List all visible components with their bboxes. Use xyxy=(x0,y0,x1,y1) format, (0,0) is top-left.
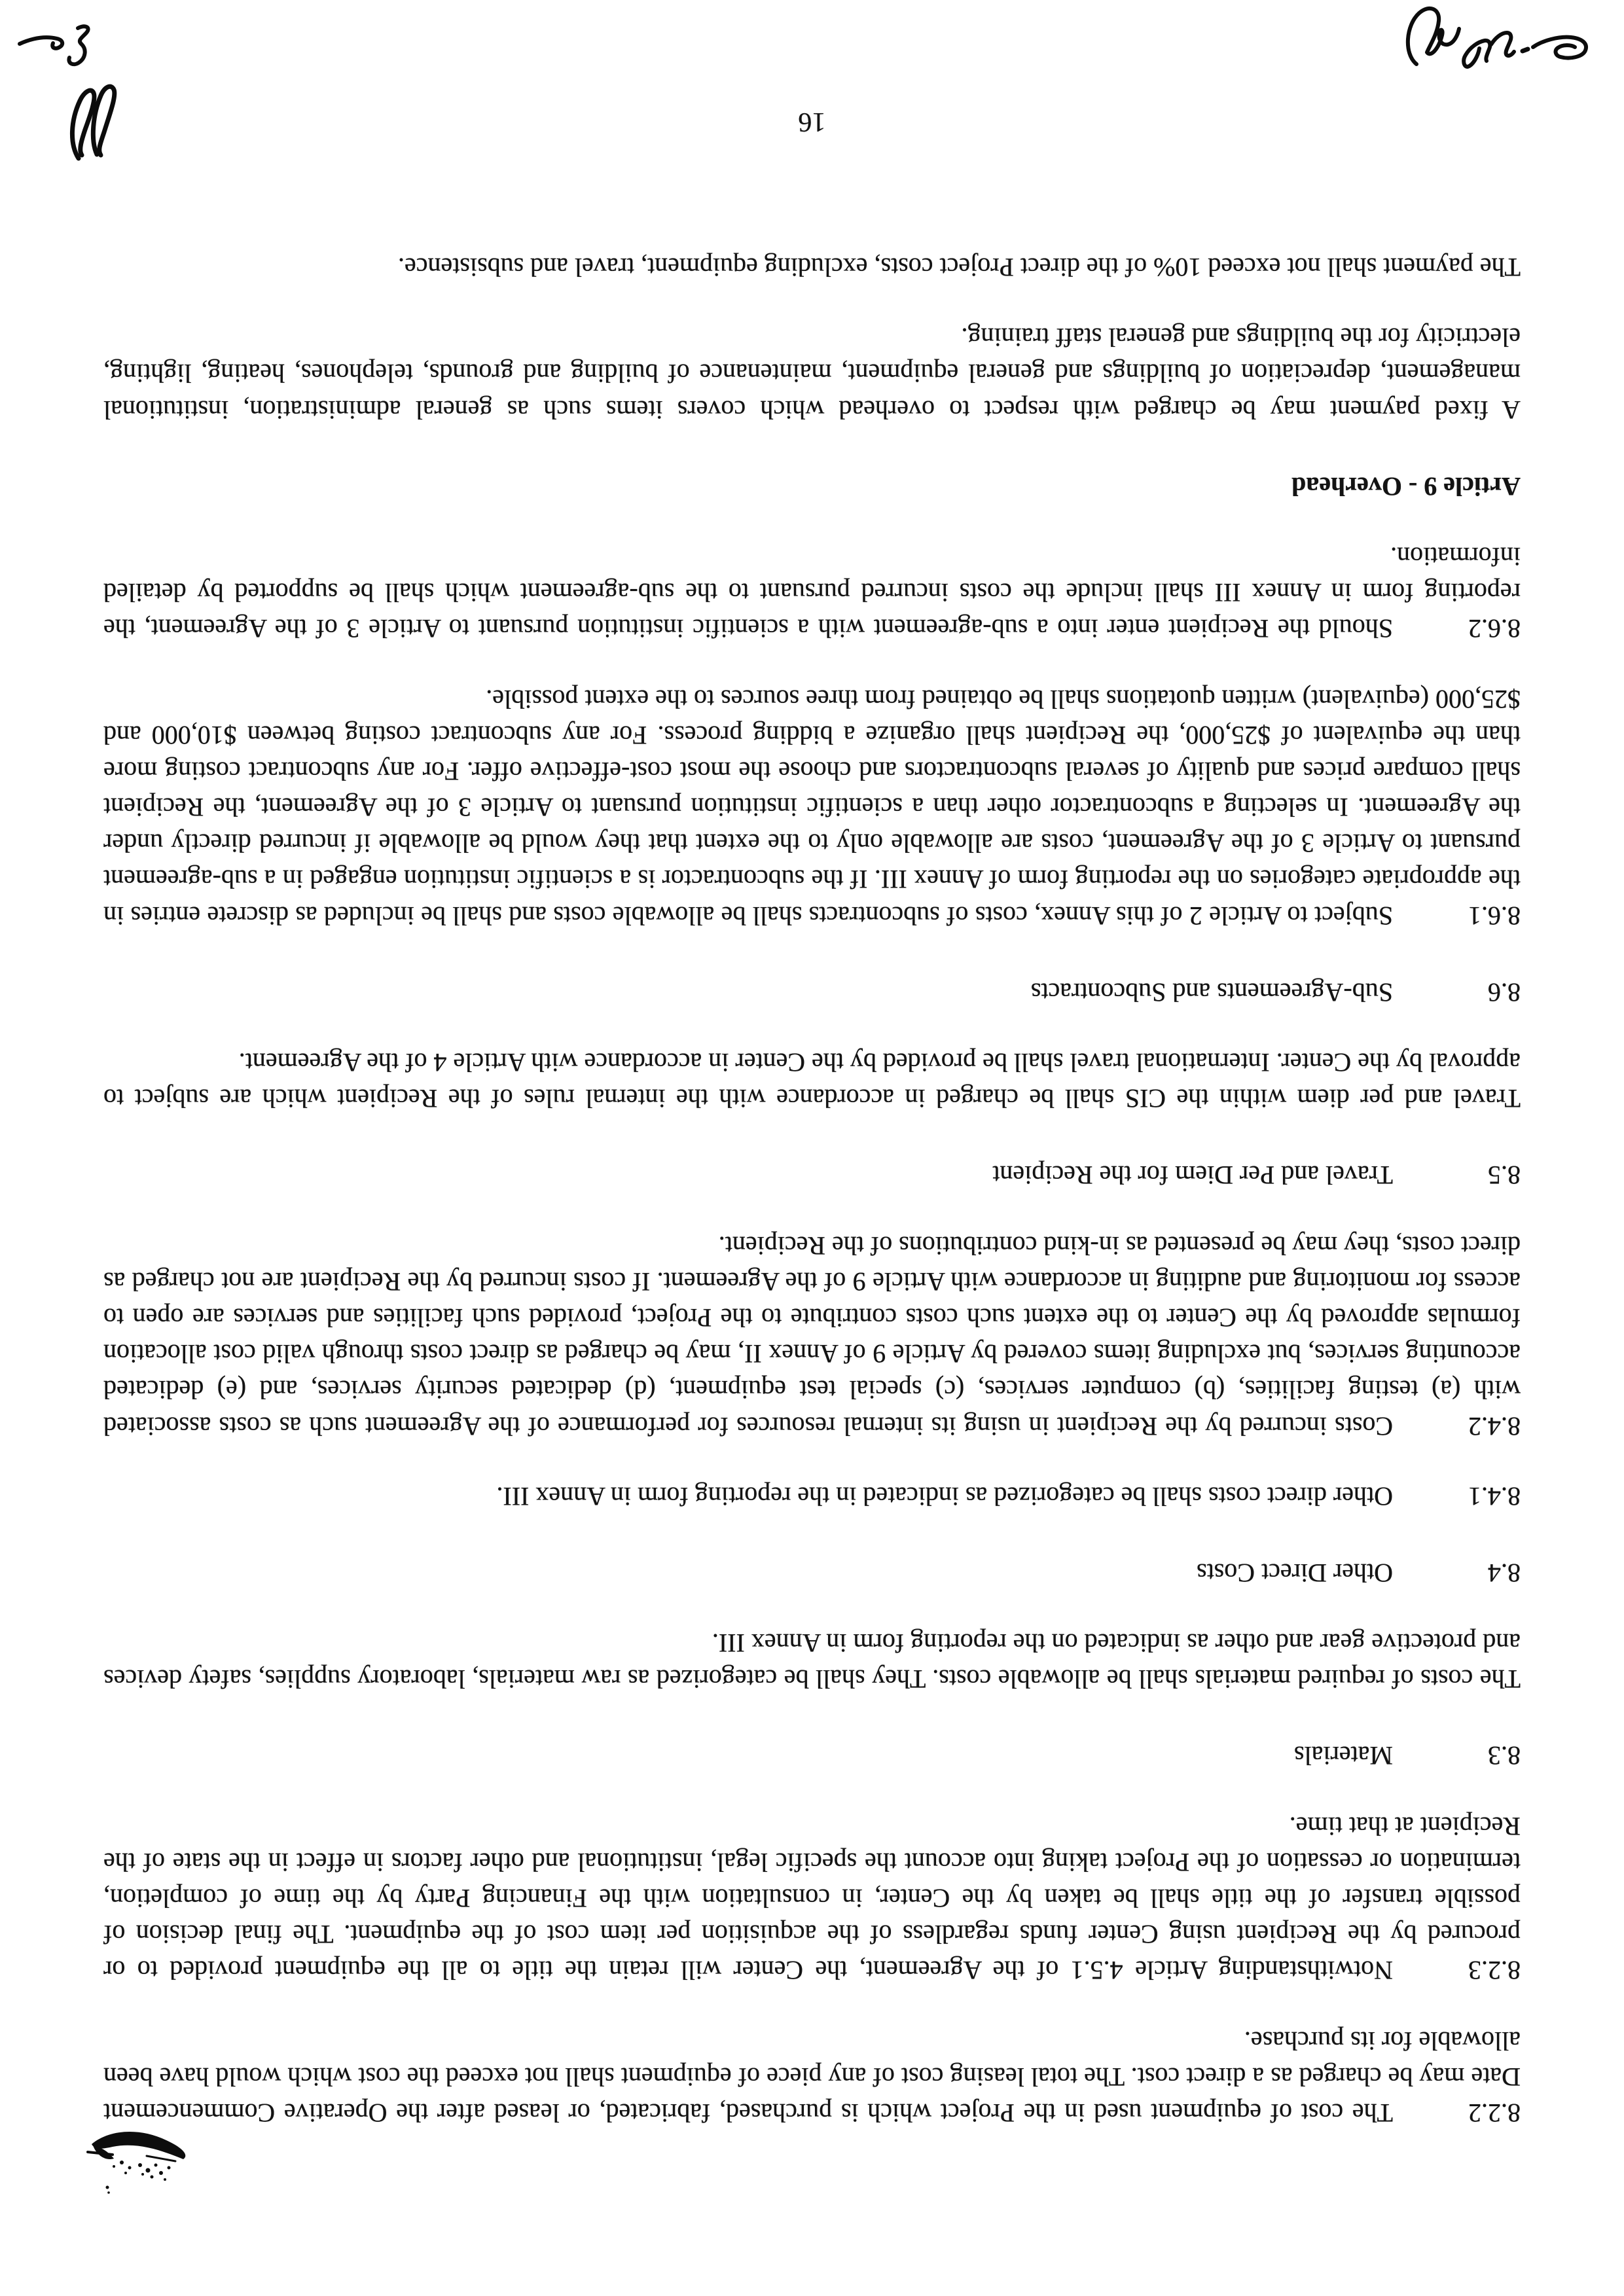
section-text: A fixed payment may be charged with respect to overhead which covers items such as general administration, institutional management, depreciation of buildings and general equipment, maintenance of building and grounds, telephones, heating, lighting, electricity for the buildings and general staff training. xyxy=(103,323,1521,425)
section-number: 8.2.2 xyxy=(1468,2098,1521,2128)
section-number: 8.4.1 xyxy=(1468,1481,1521,1511)
heading-article-9-overhead: Article 9 - Overhead xyxy=(1291,471,1521,501)
heading-travel-per-diem xyxy=(103,1157,1521,1193)
para-payment-limit xyxy=(103,249,1521,285)
pen-scribble-icon xyxy=(16,22,108,74)
section-text: Subject to Article 2 of this Annex, costs of subcontracts shall be allowable costs and shall be included as discrete entries in the appropriate categories on the reporting form of Annex III. If the subcontractor is a scientific institution engaged in a sub-agreement pursuant to Article 3 of the Agreement, costs are allowable only to the extent that they would be allowable if incurred directly under the Agreement. In selecting a subcontractor other than a scientific institution pursuant to Article 3 of the Agreement, the Recipient shall compare prices and quality of several subcontractors and choose the most cost-effective offer. For any subcontract costing more than the equivalent of $25,000, the Recipient shall organize a bidding process. For any subcontract costing between $10,000 and $25,000 (equivalent) written quotations shall be obtained from three sources to the extent possible. xyxy=(103,684,1521,931)
section-text: The costs of required materials shall be allowable costs. They shall be categorized as raw materials, laboratory supplies, safety devices and protective gear and other as indicated on the reporting form in Annex III. xyxy=(103,1628,1521,1695)
para-overhead-body xyxy=(103,319,1521,428)
page-number: 16 xyxy=(798,107,826,137)
section-number: 8.6 xyxy=(1488,977,1521,1007)
section-text: Costs incurred by the Recipient in using its internal resources for performance of the Agreement such as costs associated with (a) testing facilities, (b) computer services, (c) special test equipment, (d) dedicated security services, and (e) dedicated accounting services, but excluding items covered by Article 9 of Annex II, may be charged as direct costs through valid cost allocation formulas approved by the Center to the extent such costs contribute to the Project, provided such facilities and services are open to access for monitoring and auditing in accordance with Article 9 of the Agreement. If costs incurred by the Recipient are not charged as direct costs, they may be presented as in-kind contributions of the Recipient. xyxy=(103,1230,1521,1441)
heading-sub-agreements xyxy=(103,975,1521,1011)
section-text: The payment shall not exceed 10% of the direct Project costs, excluding equipment, travel and subsistence. xyxy=(397,253,1521,283)
section-text: Should the Recipient enter into a sub-agreement with a scientific institution pursuant to Article 3 of the Agreement, the reporting form in Annex III shall include the costs incurred pursuant to the sub-agreement which shall be supported by detailed information. xyxy=(103,542,1521,644)
section-title: Travel and Per Diem for the Recipient xyxy=(992,1160,1393,1191)
section-text: Other direct costs shall be categorized as indicated in the reporting form in Annex III. xyxy=(496,1481,1393,1511)
para-8-4-1 xyxy=(103,1479,1521,1515)
section-title: Materials xyxy=(1293,1741,1393,1771)
pen-scribble-loops-icon xyxy=(58,81,126,163)
section-number: 8.6.1 xyxy=(1468,901,1521,931)
section-number: 8.3 xyxy=(1488,1741,1521,1771)
document-text-column xyxy=(0,249,1624,2296)
section-title: Sub-Agreements and Subcontracts xyxy=(1030,977,1393,1007)
para-materials-body xyxy=(103,1625,1521,1697)
signature-handwriting-icon xyxy=(1401,1,1597,77)
section-text: The cost of equipment used in the Project which is purchased, fabricated, or leased after the Operative Commencement Date may be charged as a direct cost. The total leasing cost of any piece of equipment shall not exceed the cost which would have been allowable for its purchase. xyxy=(103,2026,1521,2128)
para-8-6-1 xyxy=(103,681,1521,933)
para-travel-body xyxy=(103,1045,1521,1117)
para-8-4-2 xyxy=(103,1227,1521,1444)
heading-other-direct-costs xyxy=(103,1555,1521,1591)
heading-materials xyxy=(103,1738,1521,1774)
section-text: Travel and per diem within the CIS shall be charged in accordance with the internal rules of the Recipient which are subject to approval by the Center. International travel shall be provided by the Center in accordance with Article 4 of the Agreement. xyxy=(103,1048,1521,1114)
section-number: 8.5 xyxy=(1488,1160,1521,1191)
section-text: Notwithstanding Article 4.5.1 of the Agreement, the Center will retain the title to all the equipment provided to or procured by the Recipient using Center funds regardless of the acquisition per item cost of the equipment. The final decision of possible transfer of the title shall be taken by the Center, in consultation with the Financing Party by the time of completion, termination or cessation of the Project taking into account the specific legal, institutional and other factors in effect in the state of the Recipient at that time. xyxy=(103,1811,1521,1986)
section-title: Other Direct Costs xyxy=(1197,1558,1393,1588)
section-number: 8.2.3 xyxy=(1468,1956,1521,1986)
section-number: 8.4 xyxy=(1488,1558,1521,1588)
para-8-2-3 xyxy=(103,1808,1521,1989)
section-number: 8.4.2 xyxy=(1468,1411,1521,1441)
para-8-6-2 xyxy=(103,539,1521,647)
ink-smudge-icon xyxy=(84,2122,202,2207)
section-number: 8.6.2 xyxy=(1468,614,1521,644)
para-8-2-2 xyxy=(103,2022,1521,2131)
